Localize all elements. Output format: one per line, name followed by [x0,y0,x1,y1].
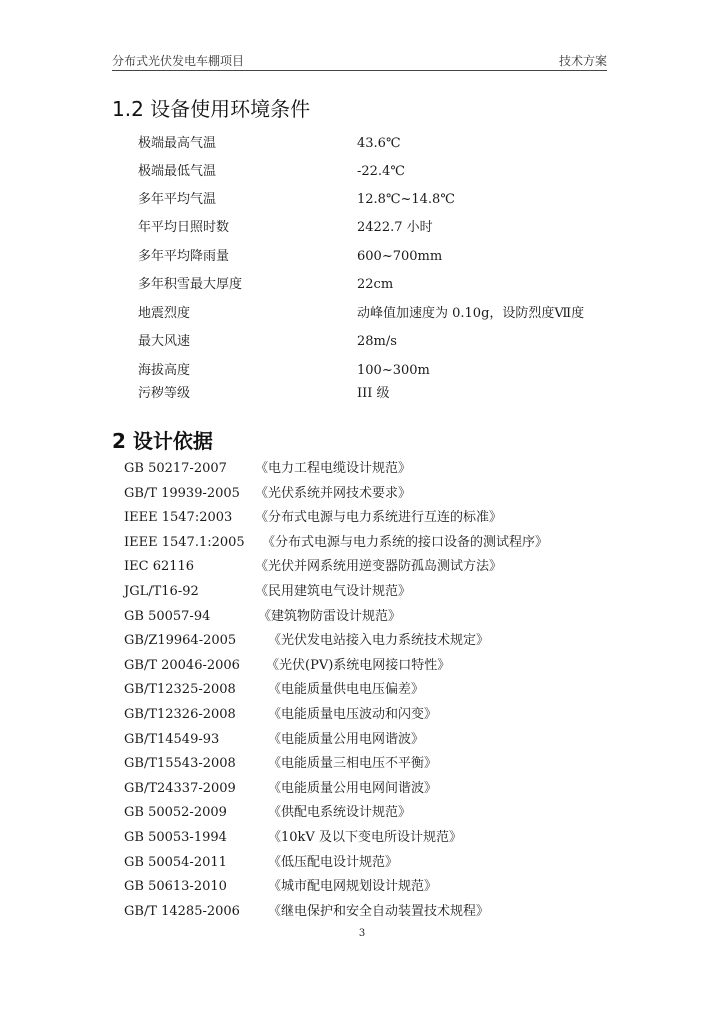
standard-code: IEEE 1547:2003 [124,510,233,526]
standard-code: GB/Z19964-2005 [124,633,237,649]
standard-code: GB/T15543-2008 [124,756,236,772]
standard-title: 《民用建筑电气设计规范》 [255,584,412,599]
standard-title: 《城市配电网规划设计规范》 [268,879,438,895]
standard-code: GB 50613-2010 [124,879,227,895]
standard-code: GB 50057-94 [124,608,211,624]
env-label: 极端最高气温 [138,136,217,151]
standard-code: JGL/T16-92 [124,584,199,599]
page-number: 3 [358,928,366,939]
section-heading-env: 1.2 设备使用环境条件 [112,97,311,121]
standard-title: 《电力工程电缆设计规范》 [255,461,412,476]
standard-title: 《分布式电源与电力系统的接口设备的测试程序》 [262,534,549,550]
standard-title: 《光伏并网系统用逆变器防孤岛测试方法》 [255,559,503,575]
section-heading-basis: 2 设计依据 [112,429,213,453]
env-value: 600~700mm [357,249,443,264]
env-label: 最大风速 [138,334,191,349]
standard-title: 《电能质量电压波动和闪变》 [268,707,438,722]
standard-title: 《电能质量公用电网谐波》 [268,731,425,747]
env-label: 极端最低气温 [138,164,217,179]
header-doc-type: 技术方案 [558,54,607,68]
env-value: 22cm [357,277,394,292]
env-label: 多年积雪最大厚度 [138,277,243,292]
standard-title: 《光伏(PV)系统电网接口特性》 [266,657,451,673]
env-value: 动峰值加速度为 0.10g，设防烈度Ⅶ度 [357,306,585,321]
standard-title: 《低压配电设计规范》 [268,854,399,870]
standard-code: GB 50054-2011 [124,854,227,870]
standard-title: 《10kV 及以下变电所设计规范》 [268,830,462,845]
standard-code: IEEE 1547.1:2005 [124,534,245,550]
standard-code: GB/T 19939-2005 [124,485,240,501]
env-label: 多年平均气温 [138,192,217,207]
standard-title: 《电能质量供电电压偏差》 [268,682,425,698]
standard-code: GB/T24337-2009 [124,780,236,796]
standard-code: GB/T 14285-2006 [124,903,240,919]
standard-title: 《光伏系统并网技术要求》 [255,485,412,501]
standard-code: GB 50053-1994 [124,830,227,845]
standard-title: 《建筑物防雷设计规范》 [258,608,402,624]
env-value: 43.6℃ [357,136,401,151]
standard-code: IEC 62116 [124,559,195,575]
env-label: 地震烈度 [138,306,191,321]
standard-title: 《电能质量公用电网间谐波》 [268,780,438,796]
standard-code: GB/T 20046-2006 [124,657,240,673]
page-header [112,50,607,71]
header-project-name: 分布式光伏发电车棚项目 [112,54,245,68]
standard-code: GB/T12325-2008 [124,682,236,698]
env-value: 2422.7 小时 [357,220,433,235]
env-label: 多年平均降雨量 [138,249,230,264]
standard-title: 《光伏发电站接入电力系统技术规定》 [268,633,490,649]
standard-title: 《继电保护和安全自动装置技术规程》 [268,903,490,919]
standard-code: GB/T12326-2008 [124,707,236,722]
standard-code: GB 50217-2007 [124,461,227,476]
env-value: -22.4℃ [357,164,405,179]
standard-title: 《电能质量三相电压不平衡》 [268,756,438,772]
env-label: 年平均日照时数 [138,220,230,235]
env-label: 污秽等级 [138,386,191,401]
env-value: 100~300m [357,363,430,378]
env-value: III 级 [357,386,390,401]
standard-code: GB/T14549-93 [124,731,220,747]
standard-title: 《分布式电源与电力系统进行互连的标准》 [255,510,503,526]
env-value: 28m/s [357,334,397,349]
standard-title: 《供配电系统设计规范》 [268,805,412,821]
env-value: 12.8℃~14.8℃ [357,192,455,207]
env-label: 海拔高度 [138,363,191,378]
standard-code: GB 50052-2009 [124,805,227,821]
